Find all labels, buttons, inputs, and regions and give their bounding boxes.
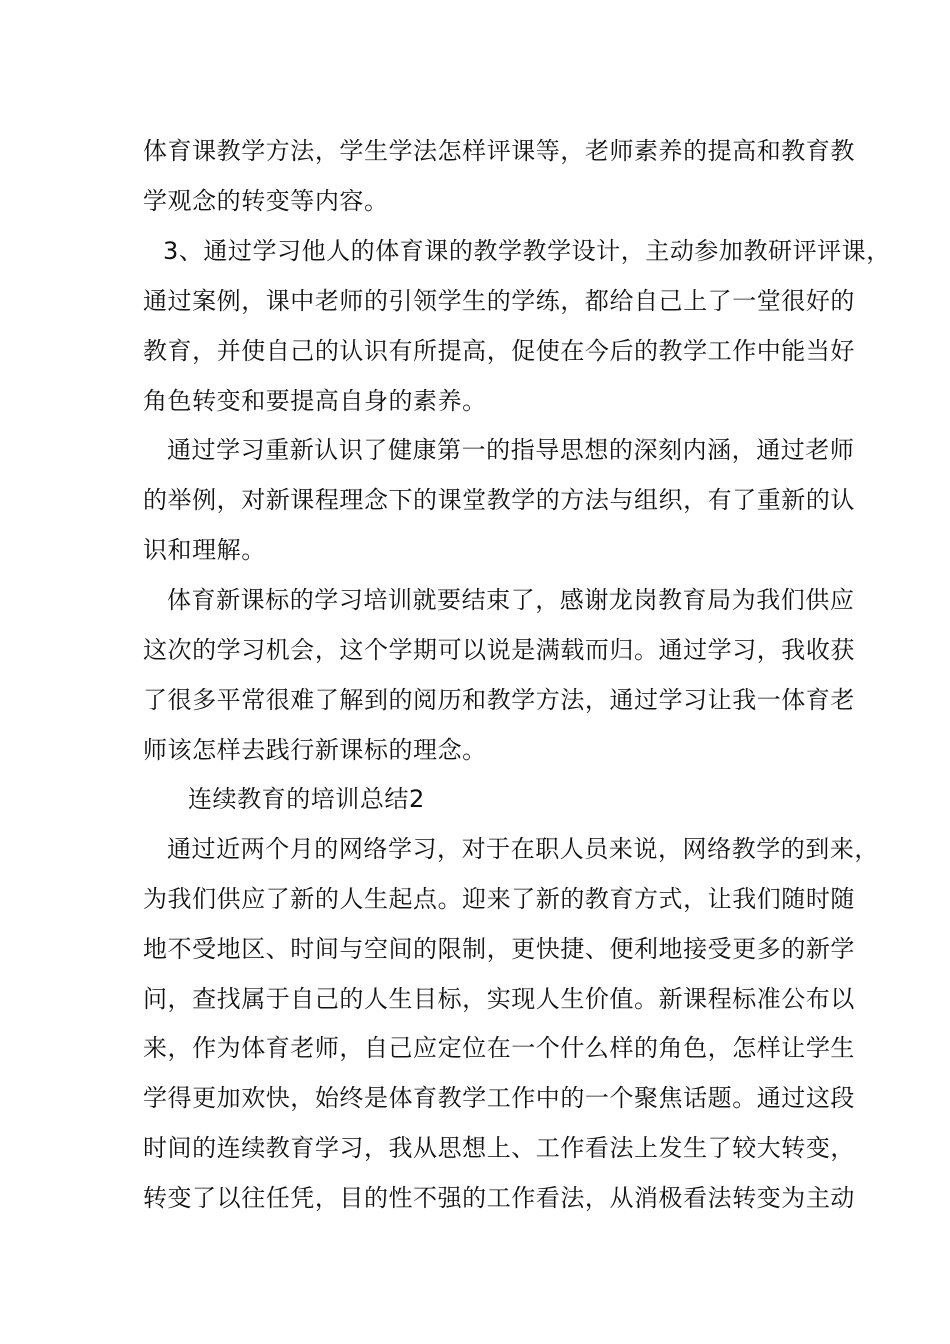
text-line: 角色转变和要提高自身的素养。 [143, 387, 487, 415]
text-line: 地不受地区、时间与空间的限制，更快捷、便利地接受更多的新学 [143, 935, 855, 963]
text-line: 教育，并使自己的认识有所提高，促使在今后的教学工作中能当好 [143, 337, 855, 365]
text-line: 学得更加欢快，始终是体育教学工作中的一个聚焦话题。通过这段 [143, 1084, 855, 1112]
text-line: 通过学习重新认识了健康第一的指导思想的深刻内涵，通过老师 [167, 436, 855, 464]
text-line: 这次的学习机会，这个学期可以说是满载而归。通过学习，我收获 [143, 636, 855, 664]
text-line: 3、通过学习他人的体育课的教学教学设计，主动参加教研评评课， [163, 237, 891, 265]
text-line: 时间的连续教育学习，我从思想上、工作看法上发生了较大转变， [143, 1134, 855, 1162]
text-line: 学观念的转变等内容。 [143, 187, 389, 215]
text-line: 来，作为体育老师，自己应定位在一个什么样的角色，怎样让学生 [143, 1034, 855, 1062]
section-heading: 连续教育的培训总结2 [188, 785, 425, 813]
text-line: 为我们供应了新的人生起点。迎来了新的教育方式，让我们随时随 [143, 885, 855, 913]
text-line: 体育新课标的学习培训就要结束了，感谢龙岗教育局为我们供应 [167, 586, 855, 614]
text-line: 识和理解。 [143, 536, 266, 564]
text-line: 了很多平常很难了解到的阅历和教学方法，通过学习让我一体育老 [143, 686, 855, 714]
text-line: 通过案例，课中老师的引领学生的学练，都给自己上了一堂很好的 [143, 287, 855, 315]
text-line: 问，查找属于自己的人生目标，实现人生价值。新课程标准公布以 [143, 985, 855, 1013]
text-line: 的举例，对新课程理念下的课堂教学的方法与组织，有了重新的认 [143, 486, 855, 514]
text-line: 转变了以往任凭，目的性不强的工作看法，从消极看法转变为主动 [143, 1184, 855, 1212]
text-line: 体育课教学方法，学生学法怎样评课等，老师素养的提高和教育教 [143, 137, 855, 165]
text-line: 通过近两个月的网络学习，对于在职人员来说，网络教学的到来， [167, 835, 879, 863]
text-line: 师该怎样去践行新课标的理念。 [143, 736, 487, 764]
